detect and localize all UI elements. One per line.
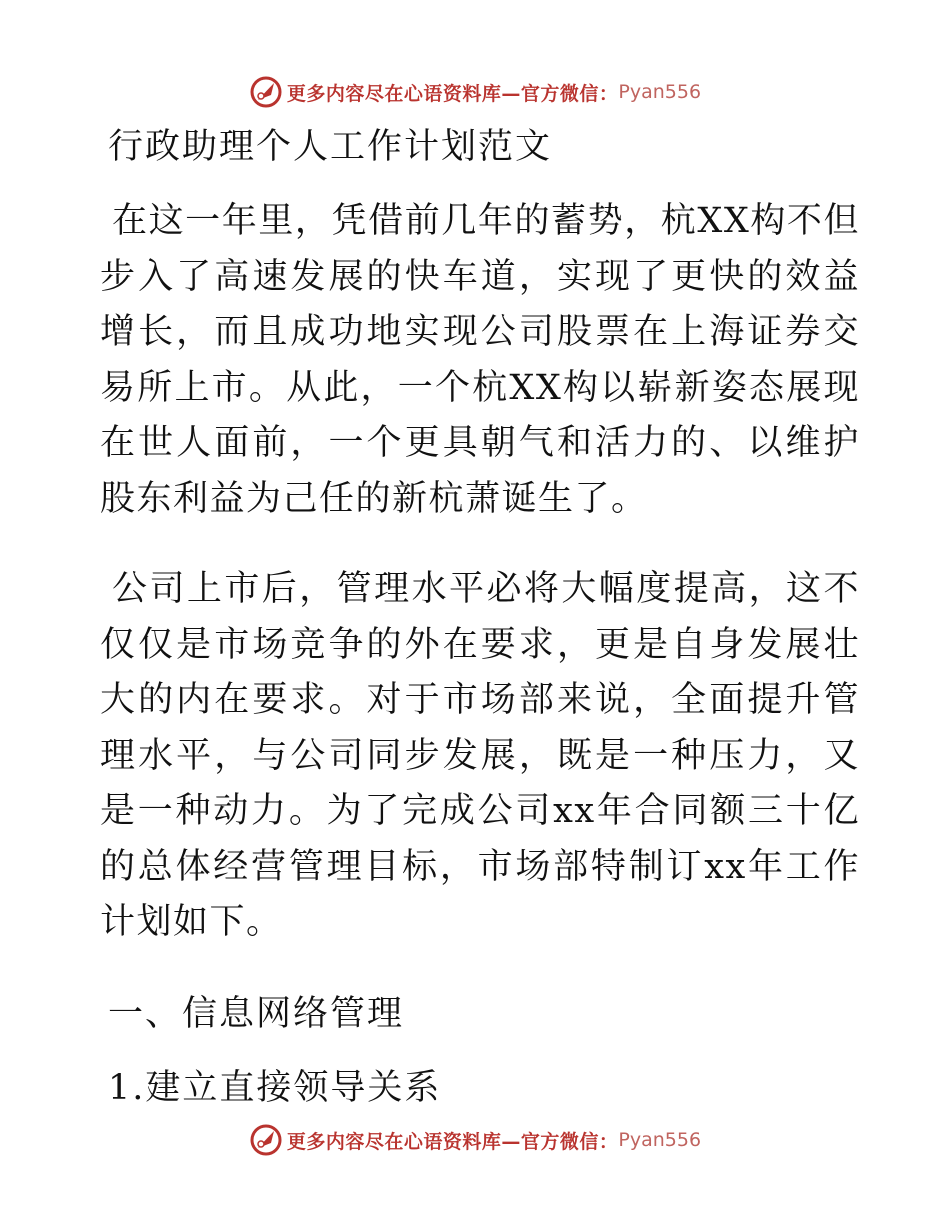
document-title: 行政助理个人工作计划范文 xyxy=(108,127,553,167)
item-heading: 1.建立直接领导关系 xyxy=(108,1067,442,1108)
watermark-text: 更多内容尽在心语资料库—官方微信： xyxy=(286,82,619,105)
watermark-account: Pyan556 xyxy=(618,81,702,103)
section-heading: 一、信息网络管理 xyxy=(108,993,405,1034)
quill-logo-icon xyxy=(249,1123,283,1157)
quill-logo-icon xyxy=(249,75,283,109)
paragraph-1: 在这一年里，凭借前几年的蓄势，杭XX构不但步入了高速发展的快车道，实现了更快的效益增长，而且成功地实现公司股票在上海证券交易所上市。从此，一个杭XX构以崭新姿态展现在世人面前，一个更具朝气和活力的、以维护股东利益为己任的新杭萧诞生了。 xyxy=(100,201,860,519)
watermark-account: Pyan556 xyxy=(618,1129,702,1151)
document-body xyxy=(100,122,860,1113)
watermark-text: 更多内容尽在心语资料库—官方微信： xyxy=(286,1130,619,1153)
watermark-footer xyxy=(0,1120,950,1160)
paragraph-2: 公司上市后，管理水平必将大幅度提高，这不仅仅是市场竞争的外在要求，更是自身发展壮大的内在要求。对于市场部来说，全面提升管理水平，与公司同步发展，既是一种压力，又是一种动力。为了完成公司xx年合同额三十亿的总体经营管理目标，市场部特制订xx年工作计划如下。 xyxy=(100,569,860,942)
watermark-header xyxy=(0,72,950,112)
